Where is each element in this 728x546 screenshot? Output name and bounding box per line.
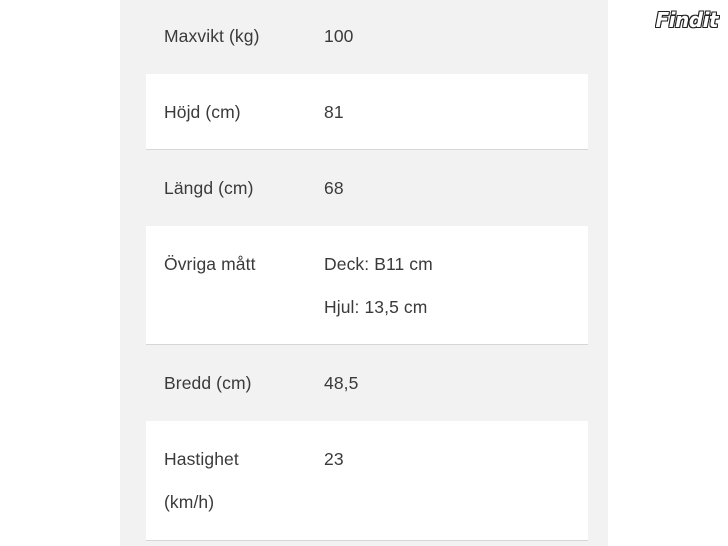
spec-value: 68: [324, 178, 344, 198]
spec-row-bredd: [146, 345, 588, 421]
spec-value: 81: [324, 102, 344, 122]
spec-label: Höjd (cm): [164, 102, 241, 122]
spec-label: Hastighet: [164, 449, 239, 469]
spec-row-langd: [146, 150, 588, 226]
spec-row-maxvikt: [146, 0, 588, 74]
spec-value: 23: [324, 449, 344, 469]
spec-value: 100: [324, 26, 354, 46]
spec-label: Bredd (cm): [164, 373, 252, 393]
spec-row-ovriga-matt: [146, 226, 588, 345]
findit-watermark-logo: Findit: [655, 8, 718, 32]
spec-label: Övriga mått: [164, 254, 256, 274]
spec-value-secondary: Hjul: 13,5 cm: [324, 297, 428, 317]
spec-row-hastighet: [146, 421, 588, 541]
spec-value: 48,5: [324, 373, 359, 393]
spec-table: [120, 0, 608, 546]
spec-label: Längd (cm): [164, 178, 254, 198]
spec-row-hojd: [146, 74, 588, 150]
spec-label-secondary: (km/h): [164, 492, 215, 512]
spec-label: Maxvikt (kg): [164, 26, 260, 46]
spec-value: Deck: B11 cm: [324, 254, 433, 274]
